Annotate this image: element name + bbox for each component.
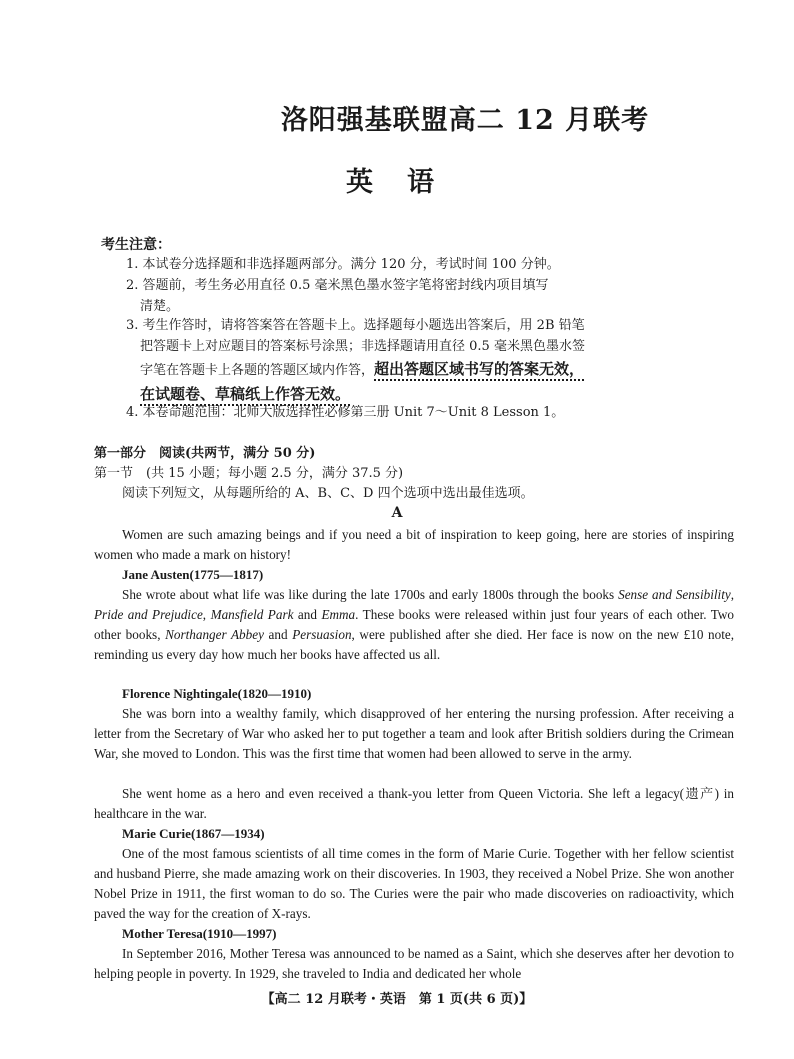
reading-instruction: 阅读下列短文，从每题所给的 A、B、C、D 四个选项中选出最佳选项。 [122, 486, 534, 501]
curie-heading: Marie Curie(1867—1934) [122, 826, 265, 841]
notice-item-3-line-3 [126, 357, 626, 382]
section-one-heading: 第一节 (共 15 小题；每小题 2.5 分，满分 37.5 分) [94, 466, 404, 481]
austen-text-2: . These books were released within just four years of each other. Two other books, [94, 607, 735, 642]
notice-item-3-line-1: 3. 考生作答时，请将答案答在答题卡上。选择题每小题选出答案后，用 2B 铅笔 [126, 318, 585, 333]
passage-intro: Women are such amazing beings and if you need a bit of inspiration to keep going, here are stories of inspiring women who made a mark on history! [94, 527, 734, 562]
notice-item-2-line-2: 清楚。 [140, 299, 180, 314]
book-northanger-abbey: Northanger Abbey [165, 627, 264, 642]
austen-and-2: and [268, 627, 288, 642]
austen-text-3: , were published after she died. Her face is now on the new £10 note, reminding us every day how much her books have affected us all. [94, 627, 735, 662]
austen-heading: Jane Austen(1775—1817) [122, 567, 264, 582]
notice-item-3-line-3a: 字笔在答题卡上各题的答题区域内作答， [140, 363, 375, 378]
part-one-heading: 第一部分 阅读(共两节，满分 50 分) [94, 446, 316, 461]
notice-item-1: 1. 本试卷分选择题和非选择题两部分。满分 120 分，考试时间 100 分钟。 [126, 257, 560, 272]
book-persuasion: Persuasion [292, 627, 352, 642]
notice-item-2 [126, 275, 626, 317]
nightingale-paragraph-2: She went home as a hero and even received a thank-you letter from Queen Victoria. She left a legacy(遗产) in healthcare in the war. [94, 786, 734, 821]
page-footer: 【高二 12 月联考・英语 第 1 页(共 6 页)】 [261, 992, 533, 1007]
book-emma: Emma [321, 607, 356, 622]
nightingale-heading: Florence Nightingale(1820—1910) [122, 686, 312, 701]
notice-item-3-line-2: 把答题卡上对应题目的答案标号涂黑；非选择题请用直径 0.5 毫米黑色墨水签 [140, 339, 585, 354]
exam-title: 洛阳强基联盟高二 12 月联考 [280, 105, 650, 136]
curie-paragraph: One of the most famous scientists of all time comes in the form of Marie Curie. Together with her fellow scientist and husband Pierre, she made amazing work on their discoveries. In 1903, they received a Nobel Prize. She won another Nobel Prize in 1911, the first woman to do so. The Curies were the pair who made discoveries on radioactivity, which paved the way for the creation of X-rays. [94, 846, 734, 921]
notice-item-4: 4. 本卷命题范围：北师大版选择性必修第三册 Unit 7～Unit 8 Lesson 1。 [126, 405, 565, 420]
nightingale-paragraph-1: She was born into a wealthy family, which disapproved of her entering the nursing profession. After receiving a letter from the Secretary of War who asked her to put together a team and look after British soldiers during the Crimean War, she moved to London. This was the first time that women had been allowed to serve in the army. [94, 706, 734, 761]
austen-text-1: She wrote about what life was like during the late 1700s and early 1800s through the books [122, 587, 615, 602]
book-mansfield-park: Mansfield Park [210, 607, 294, 622]
teresa-paragraph: In September 2016, Mother Teresa was announced to be named as a Saint, which she deserves after her devotion to helping people in poverty. In 1929, she traveled to India and dedicated her whole [94, 946, 734, 981]
austen-paragraph: She wrote about what life was like during the late 1700s and early 1800s through the books Sense and Sensibility, Pride and Prejudice, Mansfield Park and Emma. These books were released within just four years of each other. Two other books, Northanger Abbey and Persuasion, were published after she died. Her face is now on the new £10 note, reminding us every day how much her books have affected us all. [94, 587, 735, 662]
teresa-heading: Mother Teresa(1910—1997) [122, 926, 277, 941]
book-pride-and-prejudice: Pride and Prejudice [94, 607, 203, 622]
notice-heading: 考生注意： [101, 237, 171, 253]
book-sense-and-sensibility: Sense and Sensibility [618, 587, 731, 602]
notice-item-3 [126, 315, 626, 407]
austen-and-1: and [297, 607, 317, 622]
passage-label: A [391, 505, 403, 521]
notice-item-2-line-1: 2. 答题前，考生务必用直径 0.5 毫米黑色墨水签字笔将密封线内项目填写 [126, 278, 549, 293]
notice-emphasis-2: 在试题卷、草稿纸上作答无效。 [140, 385, 351, 403]
notice-emphasis-1: 超出答题区域书写的答案无效， [374, 360, 585, 378]
subject-title: 英语 [346, 167, 468, 198]
